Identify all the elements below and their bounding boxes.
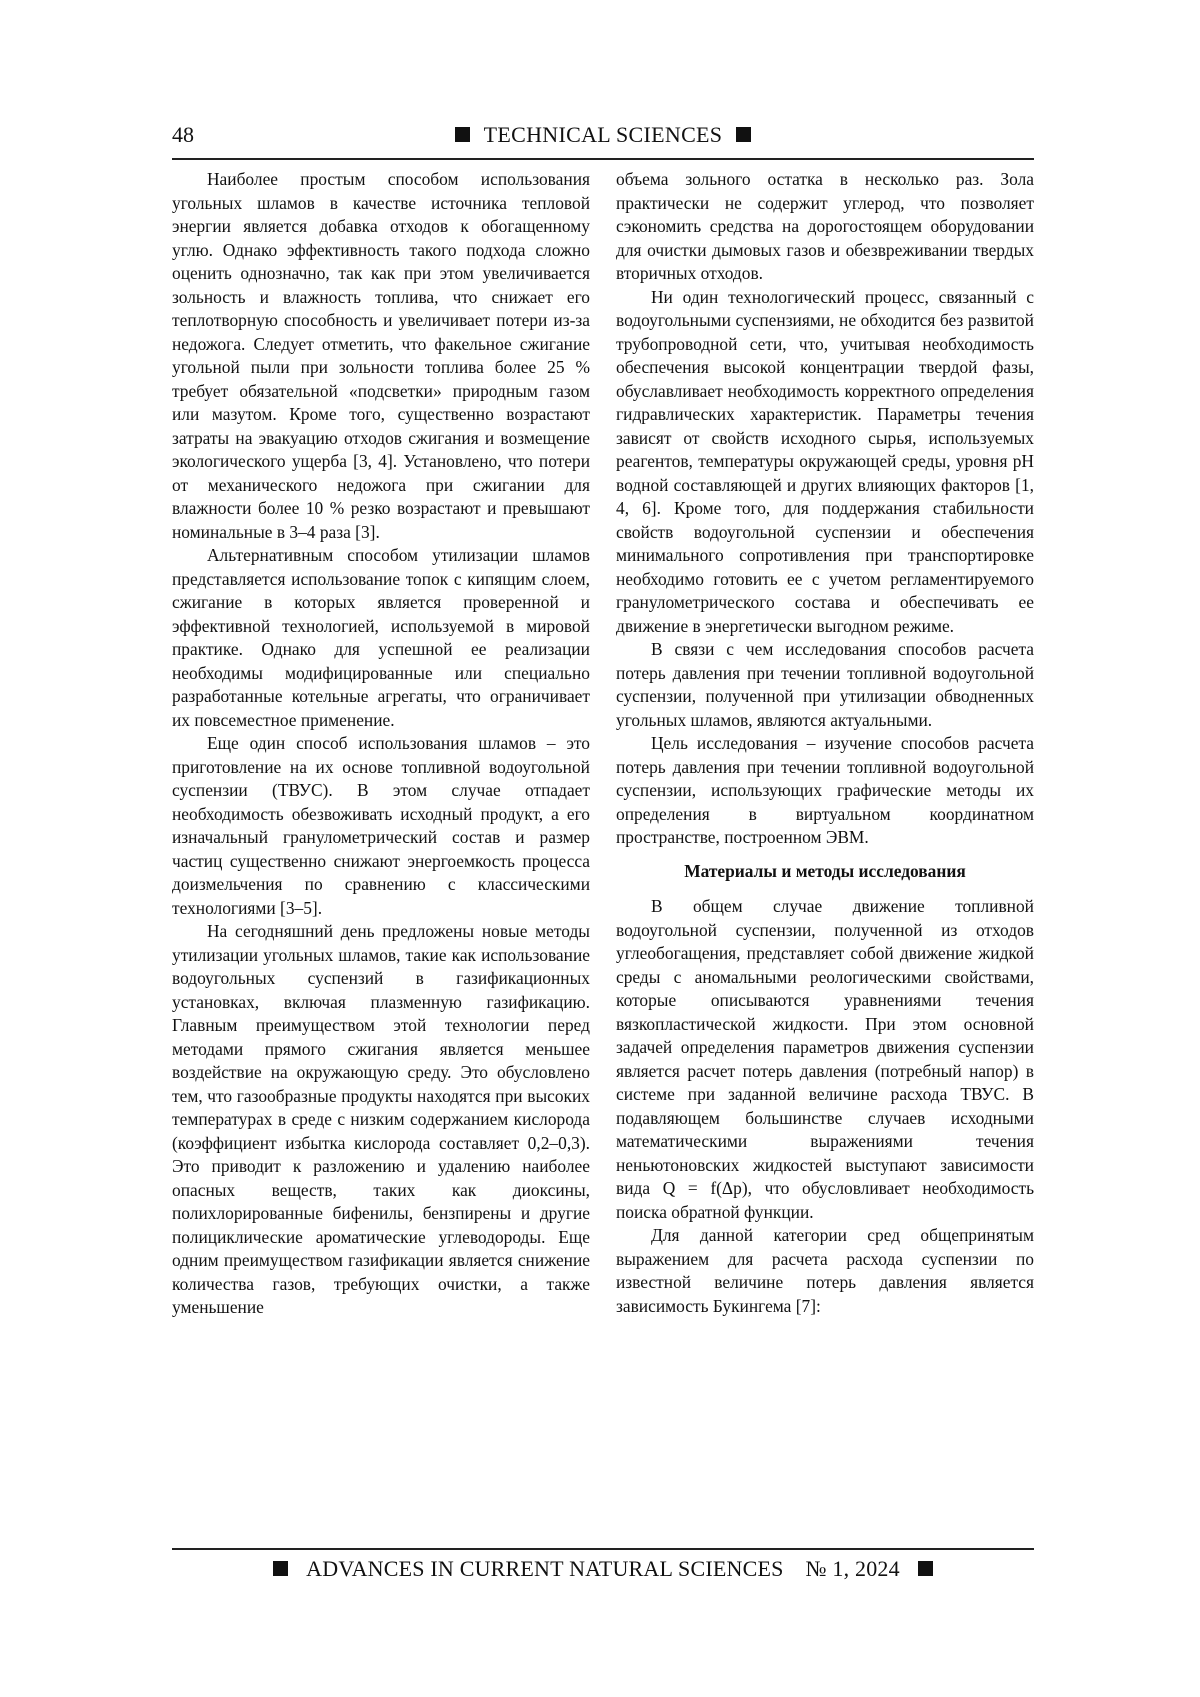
page-header [172, 118, 1034, 160]
journal-name: ADVANCES IN CURRENT NATURAL SCIENCES [306, 1556, 784, 1581]
square-bullet-icon [918, 1561, 933, 1576]
square-bullet-icon [736, 127, 751, 142]
paragraph: На сегодняшний день предложены новые методы утилизации угольных шламов, такие как использование водоугольных суспензий в газификационных установках, включая плазменную газификацию. Главным преимуществом этой технологии перед методами прямого сжигания является меньшее воздействие на окружающую среду. Это обусловлено тем, что газообразные продукты находятся при высоких температурах в среде с низким содержанием кислорода (коэффициент избытка кислорода составляет 0,2–0,3). Это приводит к разложению и удалению наиболее опасных веществ, таких как диоксины, полихлорированные бифенилы, бензпирены и другие полициклические ароматические углеводороды. Еще одним преимуществом газификации является снижение количества газов, требующих очистки, а также уменьшение [172, 921, 590, 1317]
square-bullet-icon [273, 1561, 288, 1576]
paragraph: Еще один способ использования шламов – это приготовление на их основе топливной водоугольной суспензии (ТВУС). В этом случае отпадает необходимость обезвоживать исходный продукт, а его изначальный гранулометрический состав и размер частиц существенно снижают энергоемкость процесса доизмельчения по сравнению с классическими технологиями [3–5]. [172, 733, 590, 918]
page-footer [172, 1548, 1034, 1582]
running-header [172, 122, 1034, 148]
paragraph: Альтернативным способом утилизации шламов представляется использование топок с кипящим слоем, сжигание в которых является проверенной и эффективной технологией, используемой в мировой практике. Однако для успешной ее реализации необходимы модифицированные или специально разработанные котельные агрегаты, что ограничивает их повсеместное применение. [172, 545, 590, 730]
paragraph: Ни один технологический процесс, связанный с водоугольными суспензиями, не обходится без развитой трубопроводной сети, что, учитывая необходимость обеспечения высокой концентрации твердой фазы, обуславливает необходимость корректного определения гидравлических характеристик. Параметры течения зависят от свойств исходного сырья, используемых реагентов, температуры окружающей среды, уровня рН водной составляющей и других влияющих факторов [1, 4, 6]. Кроме того, для поддержания стабильности свойств водоугольной суспензии и обеспечения минимального сопротивления при транспортировке необходимо готовить ее с учетом регламентируемого гранулометрического состава и обеспечивать ее движение в энергетически выгодном режиме. [616, 286, 1034, 636]
right-column [616, 168, 1034, 1318]
section-title: TECHNICAL SCIENCES [483, 122, 723, 147]
paragraph: В связи с чем исследования способов расчета потерь давления при течении топливной водоугольной суспензии, полученной при утилизации обводненных угольных шламов, являются актуальными. [616, 639, 1034, 730]
paragraph-continuation: объема зольного остатка в несколько раз. Зола практически не содержит углерод, что позволяет сэкономить средства на дорогостоящем оборудовании для очистки дымовых газов и обезвреживании твердых вторичных отходов. [616, 169, 1034, 283]
page-number: 48 [172, 122, 194, 147]
square-bullet-icon [455, 127, 470, 142]
left-column [172, 168, 590, 1320]
paragraph: Для данной категории сред общепринятым выражением для расчета расхода суспензии по известной величине потерь давления является зависимость Букингема [7]: [616, 1225, 1034, 1316]
section-heading: Материалы и методы исследования [684, 860, 966, 881]
paragraph: В общем случае движение топливной водоугольной суспензии, полученной из отходов углеобогащения, представляет собой движение жидкой среды с аномальными реологическими свойствами, которые описываются уравнениями течения вязкопластической жидкости. При этом основной задачей определения параметров движения суспензии является расчет потерь давления (потребный напор) в системе при заданной величине расхода ТВУС. В подавляющем большинстве случаев исходными математическими выражениями течения неньютоновских жидкостей выступают зависимости вида Q = f(Δp), что обусловливает необходимость поиска обратной функции. [616, 896, 1034, 1222]
paragraph: Наиболее простым способом использования угольных шламов в качестве источника тепловой энергии является добавка отходов к обогащенному углю. Однако эффективность такого подхода сложно оценить однозначно, так как при этом увеличивается зольность и влажность топлива, что снижает его теплотворную способность и увеличивает потери из-за недожога. Следует отметить, что факельное сжигание угольной пыли при зольности топлива более 25 % требует обязательной «подсветки» природным газом или мазутом. Кроме того, существенно возрастают затраты на эвакуацию отходов сжигания и возмещение экологического ущерба [3, 4]. Установлено, что потери от механического недожога при сжигании для влажности более 10 % резко возрастают и превышают номинальные в 3–4 раза [3]. [172, 169, 590, 542]
paragraph: Цель исследования – изучение способов расчета потерь давления при течении топливной водоугольной суспензии, использующих графические методы их определения в виртуальном координатном пространстве, построенном ЭВМ. [616, 733, 1034, 847]
issue-number: № 1, 2024 [805, 1556, 900, 1581]
